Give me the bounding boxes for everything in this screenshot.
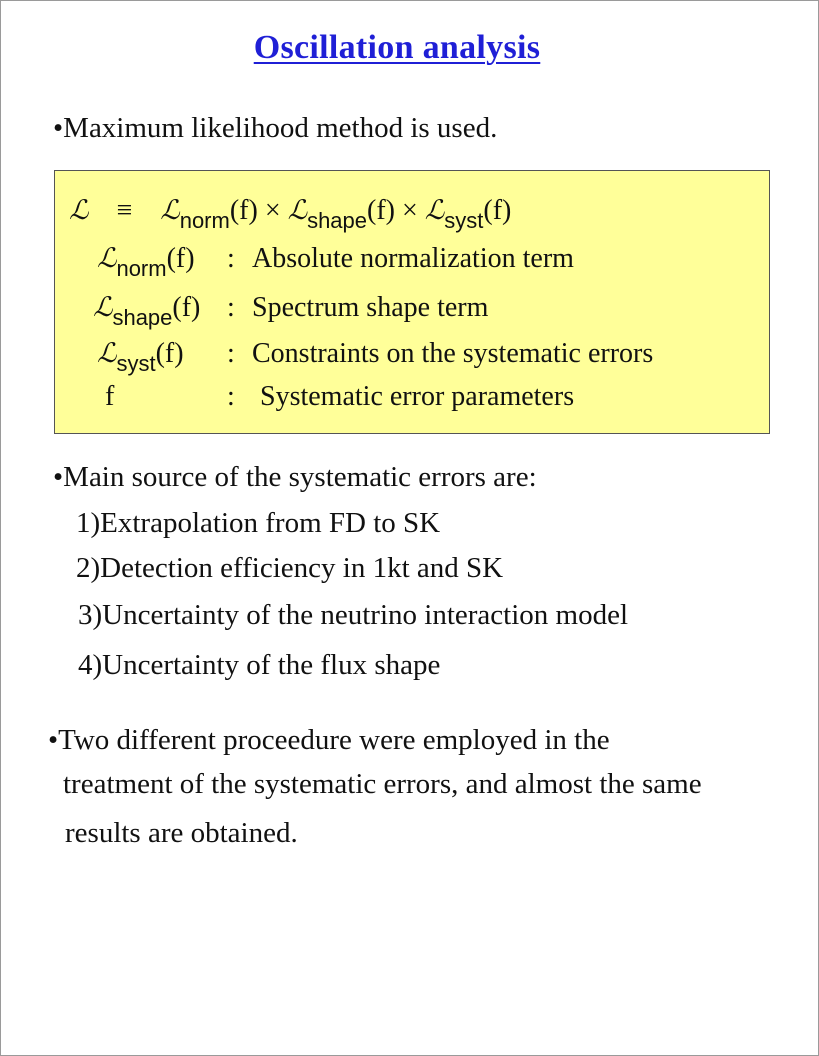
list-item: 2)Detection efficiency in 1kt and SK — [76, 552, 504, 584]
shape-term-symbol: ℒ — [287, 195, 308, 226]
definition-symbol: ℒ$_{norm}$(f) — [97, 243, 195, 281]
formula-box — [54, 170, 770, 434]
definition-colon: : — [227, 243, 235, 274]
syst-term-arg: (f) — [483, 195, 512, 226]
definition-text: Absolute normalization term — [252, 243, 574, 274]
page-title: Oscillation analysis — [253, 29, 541, 66]
definition-symbol: ℒ$_{shape}$(f) — [93, 292, 201, 330]
shape-term-sub: shape — [307, 208, 368, 233]
conclusion-line: results are obtained. — [65, 817, 298, 849]
sources-heading: •Main source of the systematic errors are: — [53, 461, 537, 493]
definition-text: Spectrum shape term — [252, 292, 489, 323]
shape-term-arg: (f) — [367, 195, 395, 226]
intro-bullet: •Maximum likelihood method is used. — [53, 112, 498, 144]
likelihood-symbol: ℒ — [69, 195, 89, 226]
list-item: 1)Extrapolation from FD to SK — [76, 507, 441, 539]
equiv-sign: ≡ — [116, 195, 133, 226]
definition-text: Constraints on the systematic errors — [252, 338, 654, 369]
list-item: 4)Uncertainty of the flux shape — [78, 649, 441, 681]
syst-term-symbol: ℒ — [424, 195, 445, 226]
definition-colon: : — [227, 292, 235, 323]
definition-symbol: ℒ$_{syst}$(f) — [97, 338, 184, 376]
times-sign-1: × — [264, 195, 281, 226]
syst-term-sub: syst — [444, 208, 484, 233]
conclusion-line: •Two different proceedure were employed in the — [48, 724, 610, 756]
norm-term-arg: (f) — [229, 195, 258, 226]
norm-term-sub: norm — [179, 208, 230, 233]
definition-symbol: f — [105, 381, 115, 412]
times-sign-2: × — [402, 195, 418, 226]
conclusion-line: treatment of the systematic errors, and almost the same — [63, 768, 702, 800]
definition-colon: : — [227, 338, 235, 369]
definition-text: Systematic error parameters — [260, 381, 575, 412]
definition-colon: : — [227, 381, 235, 412]
norm-term-symbol: ℒ — [160, 195, 180, 226]
likelihood-equation — [69, 195, 512, 233]
list-item: 3)Uncertainty of the neutrino interaction model — [78, 599, 629, 631]
